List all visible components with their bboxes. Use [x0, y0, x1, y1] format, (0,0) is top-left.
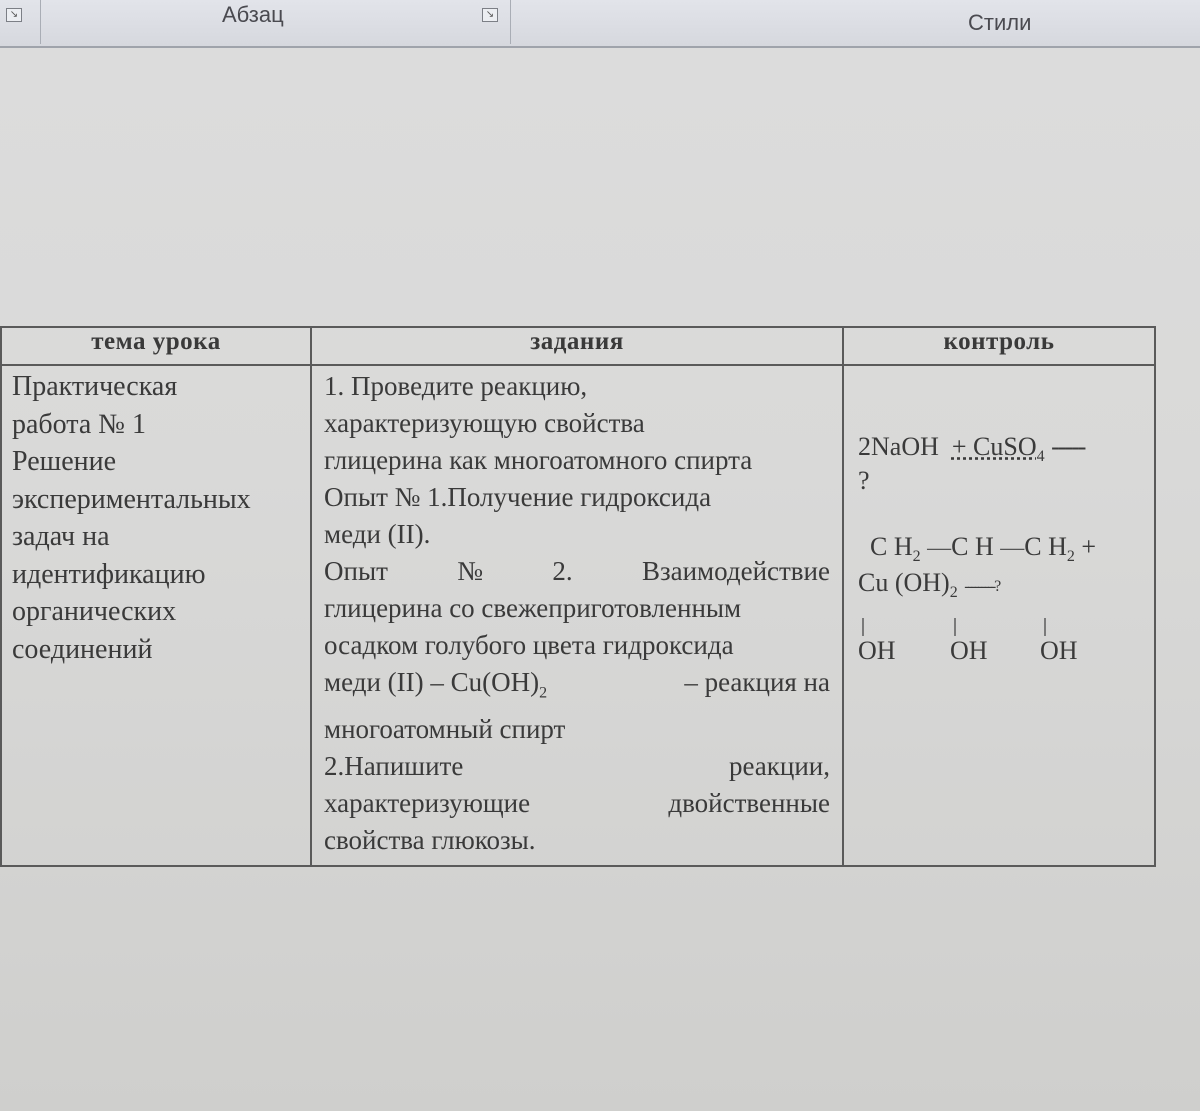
word-ribbon — [0, 0, 1200, 48]
control-equations — [844, 366, 1154, 828]
topic-line: идентификацию — [12, 558, 206, 590]
task-word: 2.Напишите — [324, 751, 464, 782]
topic-line: соединений — [12, 633, 153, 665]
topic-line: Практическая — [12, 371, 178, 402]
topic-line: органических — [12, 596, 177, 627]
reaction-arrow: ----- — [1051, 432, 1085, 461]
carbon-group: C H — [870, 532, 913, 561]
plus-sign: + — [1081, 532, 1097, 561]
task-line: 1. Проведите реакцию, — [324, 371, 588, 401]
formula-text: меди (II) – Cu(OH) — [324, 667, 540, 697]
table-row — [1, 365, 1155, 866]
hydroxyl-group: OH — [950, 636, 988, 665]
table-header-row — [1, 327, 1155, 365]
paragraph-dialog-launcher-icon[interactable]: ↘ — [482, 8, 498, 22]
reagent-naoh: 2NaOH — [858, 432, 939, 461]
task-line — [324, 748, 830, 785]
header-control: контроль — [843, 327, 1155, 365]
bond: — — [1000, 535, 1025, 561]
reaction-arrow: --------- — [964, 578, 995, 595]
header-tasks: задания — [311, 327, 843, 365]
reagent-text: + CuSO — [951, 432, 1037, 461]
equation-naoh-cuso4 — [858, 432, 1084, 466]
formula-subscript: 2 — [949, 584, 958, 602]
equation-cu-oh2 — [858, 568, 1001, 602]
formula-subscript: 4 — [1036, 448, 1045, 466]
topic-line: задач на — [12, 521, 110, 552]
formula-subscript: 2 — [539, 684, 548, 702]
tasks-text — [312, 366, 842, 865]
task-line — [324, 664, 830, 711]
tasks-cell[interactable] — [311, 365, 843, 866]
task-fragment: – реакция на — [684, 667, 830, 697]
topic-text — [2, 366, 310, 668]
carbon-group: C H — [951, 532, 994, 561]
task-word: Взаимодействие — [641, 556, 830, 586]
document-page[interactable] — [0, 48, 1200, 1111]
glycerol-chain — [870, 532, 1096, 566]
reagent-cu-oh2: Cu (OH) — [858, 568, 950, 597]
carbon-group: C H — [1024, 532, 1067, 561]
task-line: меди (II). — [324, 519, 431, 549]
topic-line: Решение — [12, 446, 117, 477]
hydroxyl-group: OH — [858, 636, 896, 665]
clipboard-dialog-launcher-icon[interactable]: ↘ — [6, 8, 22, 22]
task-line: глицерина как многоатомного спирта — [324, 445, 753, 475]
lesson-table — [0, 326, 1156, 867]
task-line: свойства глюкозы. — [324, 825, 536, 856]
formula-subscript: 2 — [1066, 548, 1075, 566]
header-topic: тема урока — [1, 327, 311, 365]
topic-line: экспериментальных — [12, 483, 251, 515]
task-word: реакции, — [728, 751, 830, 782]
task-word: характеризующие — [324, 788, 531, 819]
bond-line — [862, 618, 864, 636]
ribbon-separator — [510, 0, 511, 44]
task-word: двойственные — [668, 788, 830, 819]
task-word: Опыт — [324, 556, 388, 586]
reagent-cuso4 — [951, 432, 1045, 466]
bond-line — [954, 618, 956, 636]
task-word: 2. — [552, 556, 573, 586]
paragraph-group-label: Абзац — [222, 2, 284, 27]
task-line: характеризующую свойства — [324, 408, 645, 438]
task-line: осадком голубого цвета гидроксида — [324, 630, 734, 660]
hydroxyl-group: OH — [1040, 636, 1078, 665]
styles-group-label: Стили — [968, 10, 1032, 35]
ribbon-separator — [40, 0, 41, 44]
bond-line — [1044, 618, 1046, 636]
task-fragment — [324, 664, 547, 711]
task-line: многоатомный спирт — [324, 714, 566, 745]
task-line: глицерина со свежеприготовленным — [324, 593, 742, 623]
topic-line: работа № 1 — [12, 408, 147, 440]
equation-product: ? — [994, 578, 1002, 595]
control-cell[interactable] — [843, 365, 1155, 866]
formula-subscript: 2 — [912, 548, 921, 566]
task-line: Опыт № 1.Получение гидроксида — [324, 482, 712, 512]
task-line — [324, 785, 830, 822]
task-line — [324, 553, 830, 590]
topic-cell[interactable] — [1, 365, 311, 866]
bond: — — [927, 535, 952, 561]
task-word: № — [457, 556, 483, 586]
equation-product: ? — [858, 466, 870, 495]
